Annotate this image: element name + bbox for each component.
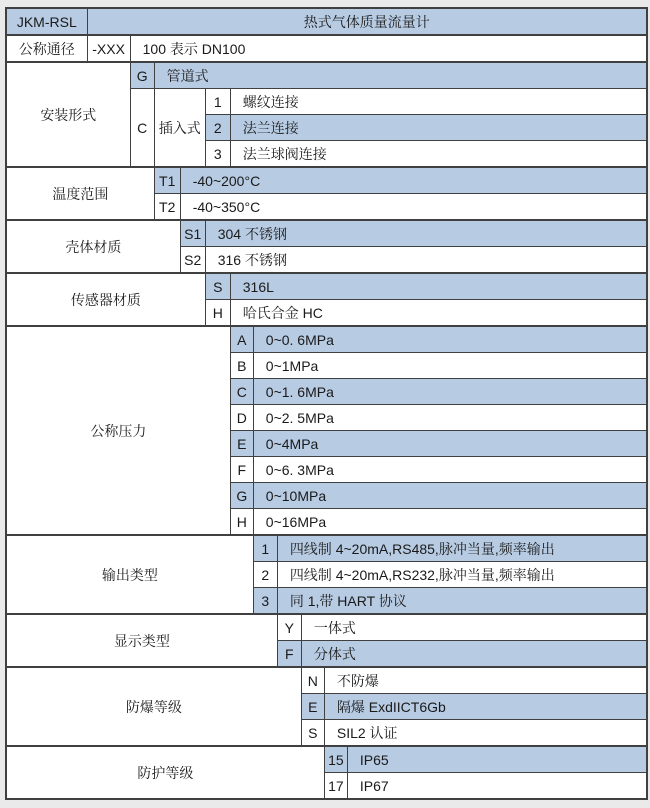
output-option-desc: 四线制 4~20mA,RS232,脉冲当量,频率输出 (277, 562, 647, 588)
protection-option-desc: IP65 (347, 746, 647, 773)
pressure-option-desc: 0~16MPa (253, 509, 647, 536)
explosion-option-code: E (301, 694, 324, 720)
section-label-diameter: 公称通径 (6, 35, 87, 62)
output-option-desc: 同 1,带 HART 协议 (277, 588, 647, 615)
model-code-cell: JKM-RSL (6, 8, 87, 35)
protection-option-code: 15 (324, 746, 347, 773)
sensor-option-desc: 哈氏合金 HC (230, 300, 647, 327)
installation-pipeline-desc: 管道式 (154, 62, 647, 89)
product-title-cell: 热式气体质量流量计 (87, 8, 647, 35)
section-label-output: 输出类型 (6, 535, 253, 614)
explosion-option-code: S (301, 720, 324, 747)
housing-option-desc: 304 不锈钢 (205, 220, 647, 247)
insertion-option-desc: 螺纹连接 (230, 89, 647, 115)
display-option-code: Y (277, 614, 301, 641)
housing-row (6, 220, 647, 247)
pressure-option-code: B (230, 353, 253, 379)
pressure-option-code: G (230, 483, 253, 509)
installation-insertion-code: C (130, 89, 154, 168)
section-label-pressure: 公称压力 (6, 326, 230, 535)
housing-option-code: S1 (180, 220, 205, 247)
pressure-option-desc: 0~4MPa (253, 431, 647, 457)
temperature-option-code: T2 (154, 194, 180, 221)
section-label-installation: 安装形式 (6, 62, 130, 167)
pressure-option-code: D (230, 405, 253, 431)
insertion-option-code: 1 (205, 89, 230, 115)
section-label-display: 显示类型 (6, 614, 277, 667)
explosion-option-code: N (301, 667, 324, 694)
protection-option-code: 17 (324, 773, 347, 800)
diameter-row (6, 35, 647, 62)
pressure-option-code: A (230, 326, 253, 353)
pressure-option-desc: 0~1. 6MPa (253, 379, 647, 405)
pressure-option-code: H (230, 509, 253, 536)
protection-option-desc: IP67 (347, 773, 647, 800)
temperature-option-desc: -40~200°C (180, 167, 647, 194)
sensor-option-desc: 316L (230, 273, 647, 300)
installation-pipeline-row (6, 62, 647, 89)
pressure-option-desc: 0~10MPa (253, 483, 647, 509)
section-label-housing: 壳体材质 (6, 220, 180, 273)
insertion-option-code: 2 (205, 115, 230, 141)
display-option-desc: 分体式 (301, 641, 647, 668)
pressure-option-desc: 0~2. 5MPa (253, 405, 647, 431)
diameter-desc: 100 表示 DN100 (130, 35, 647, 62)
output-option-code: 2 (253, 562, 277, 588)
output-option-code: 1 (253, 535, 277, 562)
explosion-option-desc: 隔爆 ExdIICT6Gb (324, 694, 647, 720)
section-label-sensor: 传感器材质 (6, 273, 205, 326)
output-option-code: 3 (253, 588, 277, 615)
installation-pipeline-code: G (130, 62, 154, 89)
pressure-option-code: E (230, 431, 253, 457)
temperature-row (6, 167, 647, 194)
sensor-option-code: H (205, 300, 230, 327)
insertion-option-desc: 法兰球阀连接 (230, 141, 647, 168)
pressure-option-desc: 0~1MPa (253, 353, 647, 379)
insertion-option-desc: 法兰连接 (230, 115, 647, 141)
display-row (6, 614, 647, 641)
installation-insertion-label: 插入式 (154, 89, 205, 168)
temperature-option-code: T1 (154, 167, 180, 194)
pressure-option-desc: 0~6. 3MPa (253, 457, 647, 483)
explosion-option-desc: SIL2 认证 (324, 720, 647, 747)
sensor-option-code: S (205, 273, 230, 300)
display-option-code: F (277, 641, 301, 668)
insertion-option-code: 3 (205, 141, 230, 168)
explosion-option-desc: 不防爆 (324, 667, 647, 694)
pressure-option-code: F (230, 457, 253, 483)
diameter-code: -XXX (87, 35, 130, 62)
header-row (6, 8, 647, 35)
protection-row (6, 746, 647, 773)
section-label-protection: 防护等级 (6, 746, 324, 799)
temperature-option-desc: -40~350°C (180, 194, 647, 221)
section-label-temperature: 温度范围 (6, 167, 154, 220)
pressure-option-code: C (230, 379, 253, 405)
display-option-desc: 一体式 (301, 614, 647, 641)
pressure-option-desc: 0~0. 6MPa (253, 326, 647, 353)
model-selection-table (5, 7, 648, 800)
pressure-row (6, 326, 647, 353)
housing-option-desc: 316 不锈钢 (205, 247, 647, 274)
output-row (6, 535, 647, 562)
section-label-explosion: 防爆等级 (6, 667, 301, 746)
output-option-desc: 四线制 4~20mA,RS485,脉冲当量,频率输出 (277, 535, 647, 562)
housing-option-code: S2 (180, 247, 205, 274)
explosion-row (6, 667, 647, 694)
sensor-row (6, 273, 647, 300)
